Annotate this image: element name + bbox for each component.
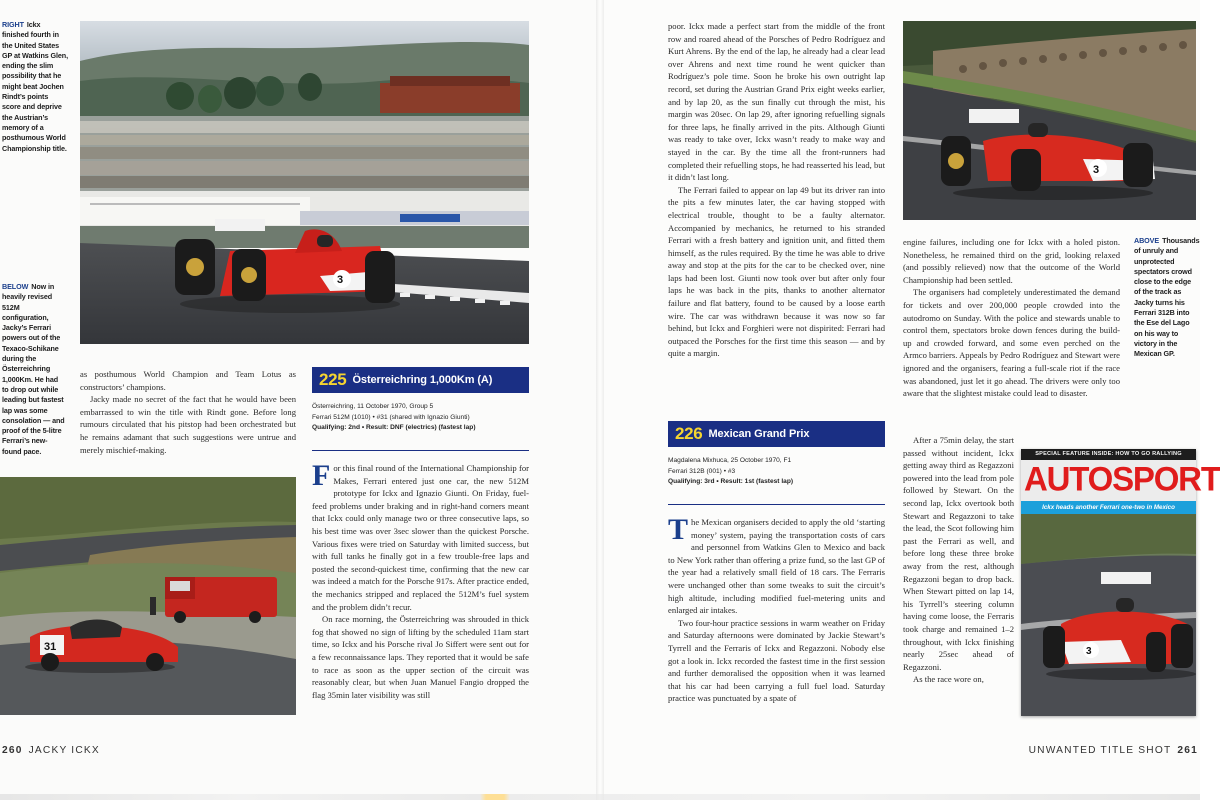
cover-strap: Ickx heads another Ferrari one-two in Mexico — [1021, 501, 1196, 514]
svg-text:3: 3 — [337, 274, 344, 286]
cover-photo — [1021, 514, 1196, 716]
photo-mexico-image — [903, 21, 1196, 220]
race-header-226 — [668, 421, 885, 447]
race-number: 226 — [675, 424, 703, 443]
race-rule-225 — [312, 450, 529, 451]
dropcap: F — [312, 459, 331, 492]
caption-right: RIGHT Ickx finished fourth in the United States GP at Watkins Glen, ending the slim possibility that he might beat Jochen Rindt’s points score and deprive the Austrian’s memory of a posthumous World Championship title. — [2, 20, 68, 153]
cover-topbar: SPECIAL FEATURE INSIDE: HOW TO GO RALLYING — [1021, 449, 1196, 460]
right-column-1b: The Mexican organisers decided to apply the old ‘starting money’ system, paying the transportation costs of cars and personnel from Watkins Glen to Mexico and back to New York rather than offering a prize fund, so the last GP of the year had a relatively small field of 18 cars. The Ferraris were unchanged other than some tweaks to suit the circuit’s high altitude, including modified fuel-metering units and enlarged air intakes. Two four-hour practice sessions in warm weather on Friday and Saturday afternoons were dominated by Jackie Stewart’s Tyrrell and the Ferraris of Ickx and Regazzoni. Nobody else got a look in. Ickx recorded the fastest time in the first session and further demoralised the opposition when it was learned that his car had been carrying a full fuel load. Saturday practice was punctuated by a spate of — [668, 513, 885, 704]
photo-osterreichring-image — [0, 477, 296, 715]
bottom-strip — [0, 794, 1200, 800]
photo-watkins-glen — [80, 21, 529, 344]
left-column-1: as posthumous World Champion and Team Lotus as constructors’ champions. Jacky made no secret of the fact that he would have been embarrassed to win the title with Rindt gone. Before long rumours circulated that his pitstop had been orchestrated but he remains adamant that such suggestions were untrue and merely mischief-making. — [80, 369, 296, 455]
race-meta-225: Österreichring, 11 October 1970, Group 5 Ferrari 512M (1010) • #31 (shared with Ignazio Giunti) Qualifying: 2nd • Result: DNF (electrics) (fastest lap) — [312, 403, 476, 431]
svg-text:3: 3 — [1093, 164, 1100, 176]
svg-text:31: 31 — [44, 641, 57, 653]
race-header-225 — [312, 367, 529, 393]
caption-below: BELOW Now in heavily revised 512M configuration, Jacky’s Ferrari powers out of the Texaco-Schikane during the Österreichring 1,000Km. He had to drop out while leading but fastest lap was some consolation — and proof of the 5-litre Ferrari’s new-found pace. — [2, 282, 65, 456]
race-name: Österreichring 1,000Km (A) — [352, 374, 493, 386]
svg-text:3: 3 — [1086, 646, 1092, 657]
left-column-2: For this final round of the International Championship for Makes, Ferrari entered just one car, the new 512M prototype for Ickx and Ignazio Giunti. On Friday, fuel-feed problems under braking and in right-hand corners meant that Ickx could only manage two or three consecutive laps, so his best time was over 3sec slower than the quickest Porsche. Various fixes were tried on Saturday with limited success, but with full tanks he finally got in a few trouble-free laps and posted the second-quickest time, confirming that the new car was indeed a match for the Porsche 917s. After practice ended, the mechanics stripped and replaced the 512M’s fuel system and the problem didn’t recur. On race morning, the Österreichring was shrouded in thick fog that showed no sign of lifting by the scheduled 11am start time, so Ickx and his Porsche rival Jo Siffert were sent out for a few reconnaissance laps. They reported that it would be safe to race as soon as the upper section of the circuit was reasonably clear, but when Juan Manuel Fangio dropped the flag 35min later visibility was still — [312, 459, 529, 700]
gutter — [596, 0, 604, 800]
race-name: Mexican Grand Prix — [708, 428, 810, 440]
folio-left: 260 JACKY ICKX — [2, 745, 100, 756]
photo-mexico — [903, 21, 1196, 220]
race-number: 225 — [319, 370, 347, 389]
folio-right: UNWANTED TITLE SHOT 261 — [1028, 745, 1198, 756]
photo-watkins-glen-image — [80, 21, 529, 344]
right-column-2b: After a 75min delay, the start passed without incident, Ickx getting away third as Regazzoni powered into the lead from pole followed by Stewart. On the second lap, Ickx overtook both Stewart and Regazzoni to take the lead, the Scot following him past the Ferrari as well, and before long these three broke away from the rest, although Regazzoni began to drop back. When Stewart pitted on lap 14, his Tyrrell’s steering column having come loose, the Ferraris took charge and remained 1–2 throughout, with Ickx finishing nearly 25sec ahead of Regazzoni. As the race wore on, — [903, 435, 1014, 685]
race-rule-226 — [668, 504, 885, 505]
photo-osterreichring — [0, 477, 296, 715]
right-column-2: engine failures, including one for Ickx with a holed piston. Nonetheless, he remained third on the grid, looking relaxed (and possibly relieved) now that the outcome of the World Championship had been settled. The organisers had completely underestimated the demand for tickets and over 200,000 people crowded into the autodromo on Sunday. With the police and stewards unable to control them, spectators broke down fences during the build-up and crowded forward, and some even perched on the Armco barriers. Appeals by Pedro Rodríguez and Stewart were ignored and the organisers, fearing a full-scale riot if the race was abandoned, just let it go ahead. The drivers were only too aware that the slightest mistake could lead to disaster. — [903, 237, 1120, 399]
fire-truck — [150, 577, 277, 623]
left-page — [0, 0, 600, 800]
right-column-1: poor. Ickx made a perfect start from the middle of the front row and roared ahead of the Porsches of Pedro Rodríguez and Kurt Ahrens. By the end of the lap, he already had a clear lead over Ahrens and next time round he went quicker than Rodríguez’s pole time. Soon he broke his own outright lap record, set during the Austrian Grand Prix eight weeks earlier, and by lap 20, as the sun finally cut through the mist, his margin was 20sec. On lap 29, after ignoring refuelling signals for three laps, he finally arrived in the pits. Although Giunti was ready to take over, Ickx wasn’t ready to make way and stayed in the car. By the time all the front-runners had completed their refuelling stops, he had reasserted his lead, but it didn’t last long. The Ferrari failed to appear on lap 49 but its driver ran into the pits a few minutes later, the car having stopped with electrical trouble, thought to be a faulty alternator. Accompanied by mechanics, he returned to his stranded Ferrari with a fresh battery and ignition unit, and fitted them himself, as the rules required. By the time he was able to drive away and stop at the pits for the car to be checked over, nine laps had been lost. Giunti now took over but after only four laps he was back in the pits, thanks to another alternator failure and flat battery, found to be caused by a loose earth wire. The car was withdrawn because it was now so far behind, but Ickx and Forghieri were not dispirited: Ferrari had outpaced the Porsches for the first time this season — and by quite a margin. — [668, 21, 885, 359]
dropcap: T — [668, 513, 689, 546]
race-meta-226: Magdalena Mixhuca, 25 October 1970, F1 Ferrari 312B (001) • #3 Qualifying: 3rd • Result: 1st (fastest lap) — [668, 457, 794, 485]
cover-masthead: AUTOSPORT — [1024, 459, 1220, 498]
autosport-cover — [1021, 449, 1220, 716]
caption-above: ABOVE Thousands of unruly and unprotected spectators crowd close to the edge of the track as Jacky turns his Ferrari 312B into the Ese del Lago on his way to victory in the Mexican GP. — [1134, 236, 1200, 359]
